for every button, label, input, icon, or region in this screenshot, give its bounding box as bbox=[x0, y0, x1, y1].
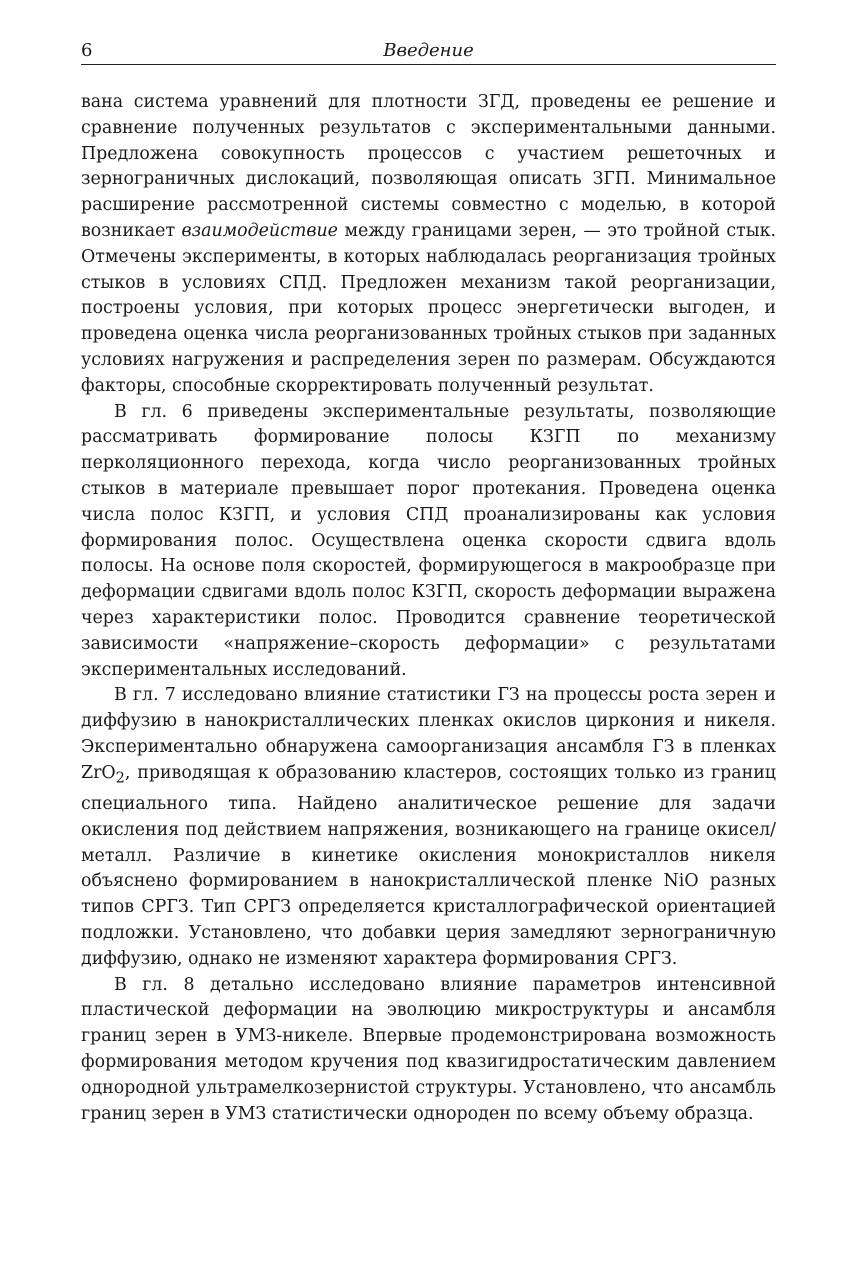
page-number: 6 bbox=[81, 40, 93, 61]
paragraph-continued bbox=[81, 90, 776, 400]
paragraph-chapter-8: В гл. 8 детально исследовано влияние параметров интенсивной пластической деформации на эволюцию микроструктуры и ансамбля границ зерен в УМЗ-никеле. Впервые продемонстрирована возможность формирования методом кручения под квазигидростатическим давлением однородной ультрамелкозернистой структуры. Установлено, что ансамбль границ зерен в УМЗ статистически однороден по всему объему образца. bbox=[81, 974, 776, 1124]
book-page bbox=[81, 36, 776, 1127]
chemical-formula: ZrO bbox=[81, 762, 116, 783]
running-header bbox=[81, 36, 776, 65]
paragraph-3-text-b: , приводящая к образованию кластеров, состоящих только из границ специального типа. Найдено аналитическое решение для задачи окисления под действием напряжения, возникающего на границе окисел/металл. Различие в кинетике окисления монокристаллов никеля объяснено формированием в нанокристаллической пленке NiO разных типов СРГЗ. Тип СРГЗ определяется кристаллографической ориентацией подложки. Установлено, что добавки церия замедляют зернограничную диффузию, однако не изменяют характера формирования СРГЗ. bbox=[81, 762, 776, 969]
paragraph-chapter-7 bbox=[81, 683, 776, 972]
paragraph-1-text-b: между границами зерен, — это тройной стык. Отмечены эксперименты, в которых наблюдалась реорганизация тройных стыков в условиях СПД. Предложен механизм такой реорганизации, построены условия, при которых процесс энергетически выгоден, и проведена оценка числа реорганизованных тройных стыков при заданных условиях нагружения и распределения зерен по размерам. Обсуждаются факторы, способные скорректировать полученный результат. bbox=[81, 220, 777, 396]
formula-subscript: 2 bbox=[115, 770, 125, 787]
section-title: Введение bbox=[383, 40, 474, 61]
paragraph-3-text-a: В гл. 7 исследовано влияние статистики ГЗ на процессы роста зерен и диффузию в нанокристаллических пленках окислов циркония и никеля. Экспериментально обнаружена самоорганизация ансамбля ГЗ в пленках bbox=[81, 685, 776, 757]
paragraph-1-emphasis: взаимодействие bbox=[181, 220, 338, 241]
paragraph-1-text-a: вана система уравнений для плотности ЗГД, проведены ее решение и сравнение полученных результатов с экспериментальными данными. Предложена совокупность процессов с участием решеточных и зернограничных дислокаций, позволяющая описать ЗГП. Минимальное расширение рассмотренной системы совместно с моделью, в которой возникает bbox=[81, 92, 776, 241]
body-text bbox=[81, 90, 776, 1127]
paragraph-chapter-6: В гл. 6 приведены экспериментальные результаты, позволяющие рассматривать формирование полосы КЗГП по механизму перколяционного перехода, когда число реорганизованных тройных стыков в материале превышает порог протекания. Проведена оценка числа полос КЗГП, и условия СПД проанализированы как условия формирования полос. Осуществлена оценка скорости сдвига вдоль полосы. На основе поля скоростей, формирующегося в макрообразце при деформации сдвигами вдоль полос КЗГП, скорость деформации выражена через характеристики полос. Проводится сравнение теоретической зависимости «напряжение–скорость деформации» с результатами экспериментальных исследований. bbox=[81, 401, 776, 680]
